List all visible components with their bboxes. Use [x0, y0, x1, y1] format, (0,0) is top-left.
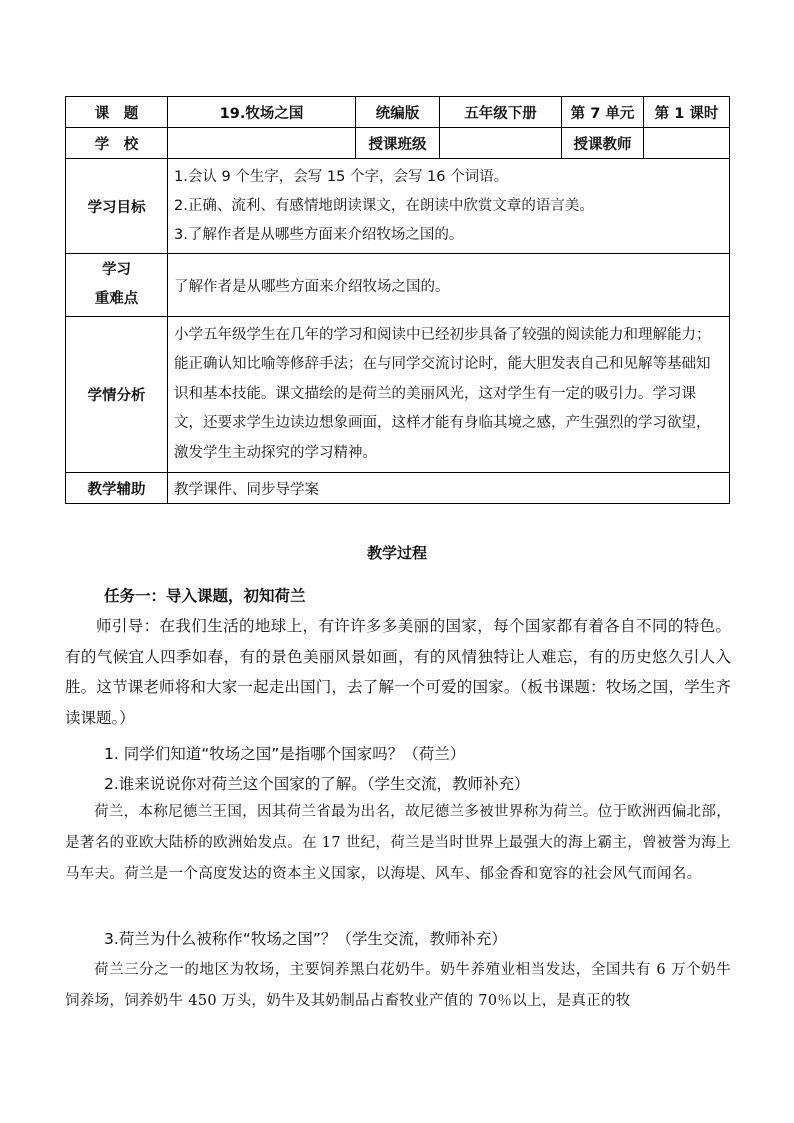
topic-label: 课 题 — [66, 97, 168, 128]
process-title: 教学过程 — [366, 544, 427, 562]
info-paragraph-netherlands: 荷兰，本称尼德兰王国，因其荷兰省最为出名，故尼德兰多被世界称为荷兰。位于欧洲西偏北部，是著名的亚欧大陆桥的欧洲始发点。在 17 世纪，荷兰是当时世界上最强大的海上霸主，曾被誉为海上马车夫。荷兰是一个高度发达的资本主义国家，以海堤、风车、郁金香和宽容的社会风气而闻名。 — [65, 804, 731, 882]
question-3: 3.荷兰为什么被称作“牧场之国”？（学生交流，教师补充） — [104, 930, 507, 948]
key-points-label-line1: 学习 — [102, 262, 131, 278]
goals-cell — [168, 159, 730, 254]
goal-item: 2.正确、流利、有感情地朗读课文，在朗读中欣赏文章的语言美。 — [174, 197, 594, 214]
edition-value: 统编版 — [356, 97, 440, 128]
question-1: 1. 同学们知道“牧场之国”是指哪个国家吗？（荷兰） — [104, 745, 466, 763]
key-points-label-line2: 重难点 — [94, 291, 139, 307]
table-row — [66, 128, 730, 159]
intro-paragraph: 师引导：在我们生活的地球上，有许许多多美丽的国家，每个国家都有着各自不同的特色。有的气候宜人四季如春，有的景色美丽风景如画，有的风情独特让人难忘，有的历史悠久引人入胜。这节课老师将和大家一起走出国门，去了解一个可爱的国家。（板书课题：牧场之国，学生齐读课题。） — [65, 617, 731, 727]
aids-text: 教学课件、同步导学案 — [168, 473, 730, 504]
table-row — [66, 159, 730, 254]
lesson-info-table — [65, 96, 730, 504]
school-label: 学 校 — [66, 128, 168, 159]
class-value — [440, 128, 562, 159]
question-2: 2.谁来说说你对荷兰这个国家的了解。（学生交流，教师补充） — [104, 775, 530, 793]
topic-value: 19.牧场之国 — [168, 97, 356, 128]
aids-label: 教学辅助 — [66, 473, 168, 504]
goal-item: 1.会认 9 个生字，会写 15 个字，会写 16 个词语。 — [174, 168, 509, 185]
teacher-value — [644, 128, 730, 159]
table-row — [66, 254, 730, 317]
table-row — [66, 97, 730, 128]
table-row — [66, 473, 730, 504]
teacher-label: 授课教师 — [562, 128, 644, 159]
grade-value: 五年级下册 — [440, 97, 562, 128]
analysis-text: 小学五年级学生在几年的学习和阅读中已经初步具备了较强的阅读能力和理解能力；能正确认知比喻等修辞手法；在与同学交流讨论时，能大胆发表自己和见解等基础知识和基本技能。课文描绘的是荷兰的美丽风光，这对学生有一定的吸引力。学习课文，还要求学生边读边想象画面，这样才能有身临其境之感，产生强烈的学习欲望，激发学生主动探究的学习精神。 — [168, 317, 730, 473]
info-paragraph-pasture: 荷兰三分之一的地区为牧场，主要饲养黑白花奶牛。奶牛养殖业相当发达，全国共有 6 万个奶牛饲养场，饲养奶牛 450 万头，奶牛及其奶制品占畜牧业产值的 70％以上，是真正的牧 — [65, 962, 731, 1009]
class-label: 授课班级 — [356, 128, 440, 159]
key-points-label — [66, 254, 168, 317]
school-value — [168, 128, 356, 159]
analysis-label: 学情分析 — [66, 317, 168, 473]
goal-item: 3.了解作者是从哪些方面来介绍牧场之国的。 — [174, 226, 464, 243]
task-heading: 任务一：导入课题，初知荷兰 — [104, 587, 306, 605]
lesson-value: 第 1 课时 — [644, 97, 730, 128]
key-points-text: 了解作者是从哪些方面来介绍牧场之国的。 — [168, 254, 730, 317]
goals-label: 学习目标 — [66, 159, 168, 254]
table-row — [66, 317, 730, 473]
unit-value: 第 7 单元 — [562, 97, 644, 128]
